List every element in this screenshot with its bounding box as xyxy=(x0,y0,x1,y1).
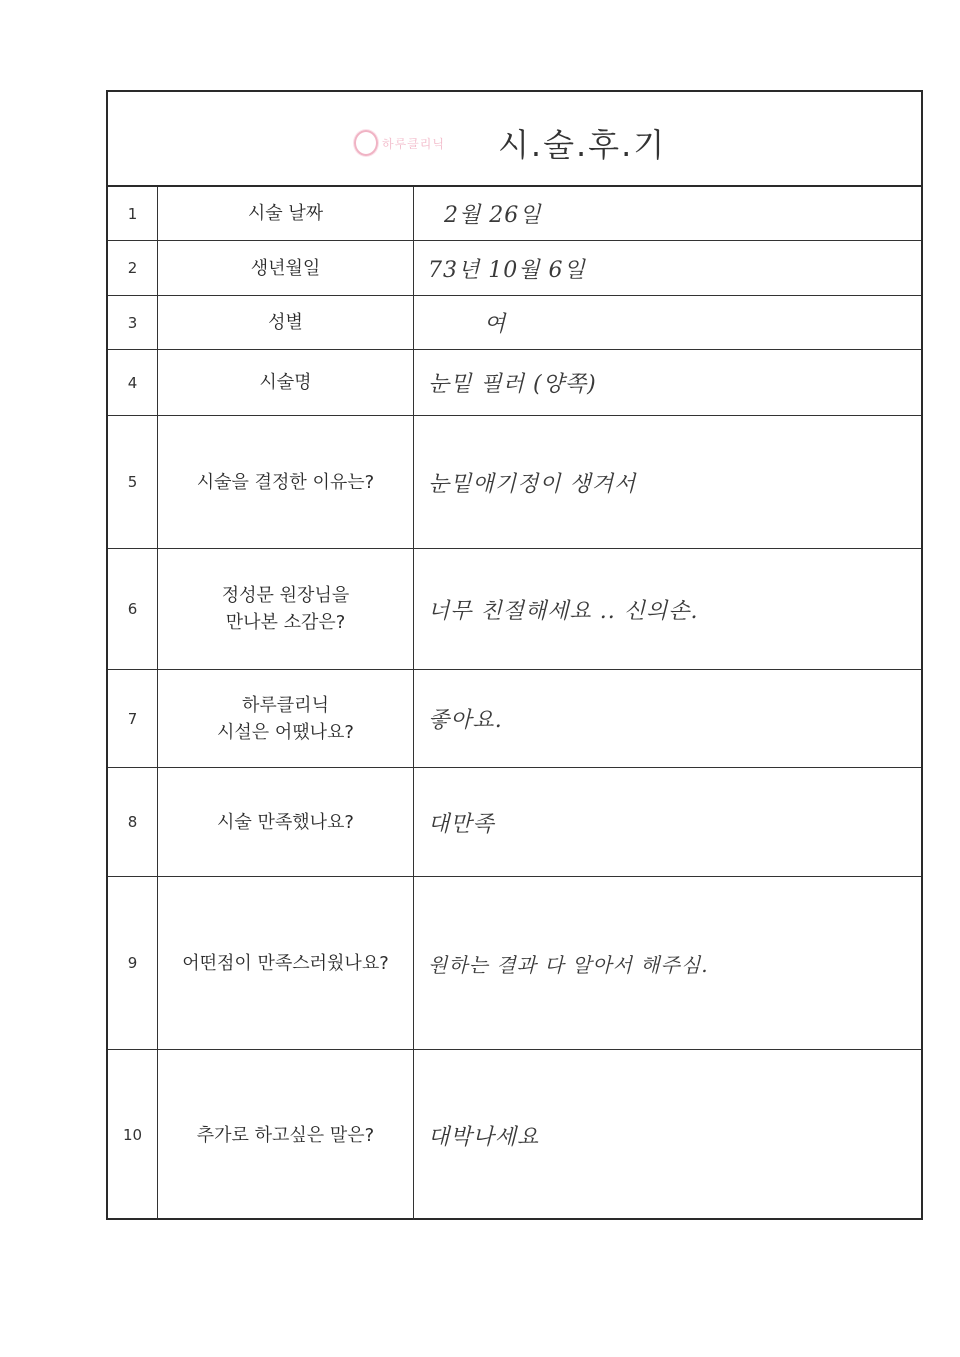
row-answer: 좋아요. xyxy=(428,708,503,733)
form-title: 시.술.후.기 xyxy=(498,126,667,164)
row-answer: 원하는 결과 다 알아서 해주심. xyxy=(428,952,709,977)
form-row xyxy=(108,877,921,1050)
row-number: 3 xyxy=(108,296,158,349)
row-question: 하루클리닉 시설은 어땠나요? xyxy=(158,670,414,767)
row-answer: 여 xyxy=(484,312,507,337)
review-form xyxy=(106,90,923,1220)
row-question: 시술 날짜 xyxy=(158,187,414,240)
row-answer: 대만족 xyxy=(428,811,495,837)
row-number: 10 xyxy=(108,1050,158,1220)
form-row xyxy=(108,549,921,670)
row-answer: 73년 10월 6일 xyxy=(428,257,586,283)
form-row xyxy=(108,768,921,877)
row-answer: 눈밑애기정이 생겨서 xyxy=(428,471,637,497)
row-answer: 너무 친절해세요 .. 신의손. xyxy=(428,598,699,624)
row-question: 시술 만족했나요? xyxy=(158,768,414,876)
row-number: 4 xyxy=(108,350,158,415)
row-question: 시술명 xyxy=(158,350,414,415)
row-question: 어떤점이 만족스러웠나요? xyxy=(158,877,414,1049)
form-row xyxy=(108,1050,921,1220)
row-number: 8 xyxy=(108,768,158,876)
row-number: 1 xyxy=(108,187,158,240)
form-row xyxy=(108,350,921,416)
logo-text: 하루클리닉 xyxy=(382,136,445,151)
row-answer: 눈밑 필러 (양쪽) xyxy=(428,372,597,397)
row-number: 7 xyxy=(108,670,158,767)
row-question: 정성문 원장님을 만나본 소감은? xyxy=(158,549,414,669)
form-row xyxy=(108,416,921,549)
row-question: 생년월일 xyxy=(158,241,414,295)
clinic-logo xyxy=(354,130,445,156)
row-question: 성별 xyxy=(158,296,414,349)
row-question: 추가로 하고싶은 말은? xyxy=(158,1050,414,1220)
row-number: 5 xyxy=(108,416,158,548)
row-answer: 2월 26일 xyxy=(444,203,542,228)
form-row xyxy=(108,296,921,350)
row-question: 시술을 결정한 이유는? xyxy=(158,416,414,548)
form-row xyxy=(108,670,921,768)
form-header xyxy=(108,92,921,187)
form-row xyxy=(108,241,921,296)
row-number: 6 xyxy=(108,549,158,669)
row-answer: 대박나세요 xyxy=(428,1124,540,1150)
form-row xyxy=(108,187,921,241)
row-number: 9 xyxy=(108,877,158,1049)
row-number: 2 xyxy=(108,241,158,295)
logo-ring-icon xyxy=(354,130,378,156)
